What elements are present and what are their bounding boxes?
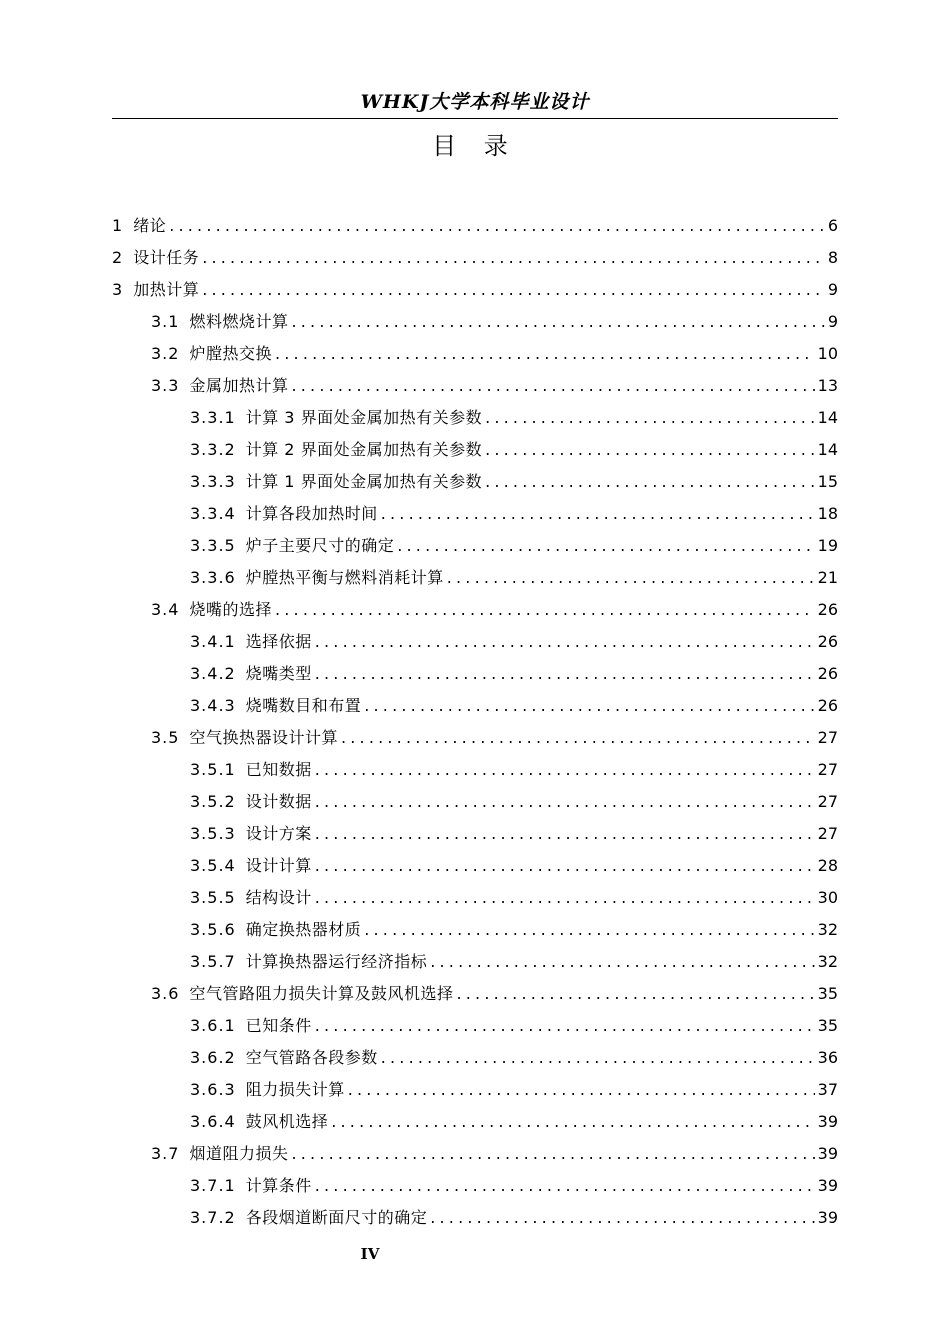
toc-entry-title: 计算换热器运行经济指标	[245, 952, 428, 971]
toc-entry[interactable]	[112, 338, 838, 370]
toc-entry[interactable]	[112, 498, 838, 530]
toc-entry-title: 设计计算	[245, 856, 312, 875]
toc-entry-title: 绪论	[133, 216, 167, 235]
toc-entry[interactable]	[112, 1074, 838, 1106]
toc-entry-page: 10	[817, 344, 838, 363]
toc-entry-title: 设计任务	[133, 248, 200, 267]
toc-entry-page: 6	[827, 216, 838, 235]
toc-dot-leader	[348, 1074, 815, 1106]
toc-entry-number: 3.3.5	[190, 536, 236, 555]
toc-entry-number: 3.6	[151, 984, 180, 1003]
toc-entry-page: 30	[817, 888, 838, 907]
toc-entry[interactable]	[112, 1042, 838, 1074]
toc-entry-page: 15	[817, 472, 838, 491]
toc-entry[interactable]	[112, 1010, 838, 1042]
toc-entry[interactable]	[112, 594, 838, 626]
toc-entry-number: 3.4.2	[190, 664, 236, 683]
toc-dot-leader	[485, 402, 815, 434]
toc-entry-number: 3.3.1	[190, 408, 236, 427]
toc-dot-leader	[331, 1106, 814, 1138]
toc-dot-leader	[169, 210, 825, 242]
toc-entry[interactable]	[112, 818, 838, 850]
toc-entry-title: 烧嘴的选择	[189, 600, 272, 619]
toc-entry-number: 3.4.1	[190, 632, 236, 651]
toc-entry-page: 14	[817, 440, 838, 459]
toc-entry-title: 烧嘴数目和布置	[245, 696, 362, 715]
page-title: 目 录	[432, 132, 518, 160]
toc-dot-leader	[315, 754, 815, 786]
toc-entry-number: 3.4.3	[190, 696, 236, 715]
toc-entry-title: 计算各段加热时间	[245, 504, 378, 523]
toc-entry-title: 炉膛热平衡与燃料消耗计算	[245, 568, 444, 587]
toc-entry-title: 加热计算	[133, 280, 200, 299]
toc-entry-page: 19	[817, 536, 838, 555]
toc-entry[interactable]	[112, 1106, 838, 1138]
toc-entry[interactable]	[112, 466, 838, 498]
toc-entry-number: 3.7.2	[190, 1208, 236, 1227]
toc-entry-number: 3.3.3	[190, 472, 236, 491]
toc-entry-page: 28	[817, 856, 838, 875]
toc-entry-page: 32	[817, 920, 838, 939]
toc-entry-title: 烟道阻力损失	[189, 1144, 289, 1163]
toc-entry[interactable]	[112, 690, 838, 722]
toc-dot-leader	[485, 434, 815, 466]
toc-entry-number: 2	[112, 248, 124, 267]
toc-entry-title: 炉子主要尺寸的确定	[245, 536, 395, 555]
toc-entry-number: 3.5.1	[190, 760, 236, 779]
toc-entry[interactable]	[112, 786, 838, 818]
toc-entry-page: 39	[817, 1112, 838, 1131]
toc-entry-page: 26	[817, 600, 838, 619]
toc-entry-title: 选择依据	[245, 632, 312, 651]
toc-entry-number: 3.7	[151, 1144, 180, 1163]
toc-entry-title: 计算 3 界面处金属加热有关参数	[245, 408, 483, 427]
toc-entry-title: 金属加热计算	[189, 376, 289, 395]
toc-entry-page: 14	[817, 408, 838, 427]
toc-entry-number: 3	[112, 280, 124, 299]
toc-entry-title: 计算条件	[245, 1176, 312, 1195]
toc-entry-number: 3.6.4	[190, 1112, 236, 1131]
toc-entry[interactable]	[112, 370, 838, 402]
toc-entry-page: 27	[817, 728, 838, 747]
toc-entry-page: 32	[817, 952, 838, 971]
toc-entry-title: 鼓风机选择	[245, 1112, 329, 1131]
toc-dot-leader	[315, 626, 815, 658]
toc-entry[interactable]	[112, 882, 838, 914]
toc-dot-leader	[315, 658, 815, 690]
toc-entry-page: 9	[827, 312, 838, 331]
toc-entry-number: 3.3	[151, 376, 180, 395]
toc-entry[interactable]	[112, 210, 838, 242]
toc-dot-leader	[456, 978, 814, 1010]
toc-entry-title: 已知数据	[245, 760, 312, 779]
page-header	[112, 88, 838, 119]
toc-entry-title: 空气管路各段参数	[245, 1048, 378, 1067]
header-title: WHKJ大学本科毕业设计	[360, 91, 590, 113]
toc-entry-number: 3.3.6	[190, 568, 236, 587]
toc-entry-page: 39	[817, 1208, 838, 1227]
table-of-contents	[112, 210, 838, 1234]
toc-dot-leader	[275, 594, 815, 626]
toc-entry[interactable]	[112, 914, 838, 946]
toc-entry-number: 3.3.2	[190, 440, 236, 459]
toc-entry[interactable]	[112, 242, 838, 274]
toc-entry[interactable]	[112, 530, 838, 562]
toc-dot-leader	[291, 1138, 814, 1170]
toc-dot-leader	[202, 242, 825, 274]
toc-entry-title: 计算 2 界面处金属加热有关参数	[245, 440, 483, 459]
toc-entry-number: 3.3.4	[190, 504, 236, 523]
toc-entry-title: 设计数据	[245, 792, 312, 811]
toc-entry-title: 各段烟道断面尺寸的确定	[245, 1208, 428, 1227]
toc-entry[interactable]	[112, 306, 838, 338]
toc-entry-page: 27	[817, 760, 838, 779]
toc-entry[interactable]	[112, 946, 838, 978]
toc-entry-page: 27	[817, 824, 838, 843]
toc-entry-page: 13	[817, 376, 838, 395]
toc-dot-leader	[291, 370, 814, 402]
toc-dot-leader	[202, 274, 825, 306]
toc-entry-number: 3.7.1	[190, 1176, 236, 1195]
toc-dot-leader	[315, 882, 815, 914]
toc-entry-number: 3.5.4	[190, 856, 236, 875]
toc-entry[interactable]	[112, 754, 838, 786]
toc-entry-number: 3.5.3	[190, 824, 236, 843]
toc-entry-title: 空气管路阻力损失计算及鼓风机选择	[189, 984, 454, 1003]
toc-entry-number: 3.5.2	[190, 792, 236, 811]
toc-entry-page: 35	[817, 1016, 838, 1035]
toc-entry-page: 26	[817, 696, 838, 715]
toc-entry-page: 36	[817, 1048, 838, 1067]
toc-entry-number: 3.5	[151, 728, 180, 747]
toc-entry-number: 3.6.3	[190, 1080, 236, 1099]
toc-entry[interactable]	[112, 562, 838, 594]
toc-entry[interactable]	[112, 274, 838, 306]
toc-entry[interactable]	[112, 850, 838, 882]
toc-dot-leader	[485, 466, 815, 498]
toc-dot-leader	[315, 850, 815, 882]
toc-entry-number: 3.5.7	[190, 952, 236, 971]
toc-dot-leader	[447, 562, 815, 594]
toc-entry-page: 26	[817, 664, 838, 683]
toc-dot-leader	[364, 690, 814, 722]
toc-dot-leader	[315, 818, 815, 850]
toc-entry-number: 3.4	[151, 600, 180, 619]
toc-entry[interactable]	[112, 1202, 838, 1234]
toc-dot-leader	[364, 914, 814, 946]
toc-entry[interactable]	[112, 626, 838, 658]
toc-entry-page: 37	[817, 1080, 838, 1099]
toc-entry-page: 39	[817, 1176, 838, 1195]
toc-dot-leader	[381, 1042, 815, 1074]
toc-entry[interactable]	[112, 402, 838, 434]
toc-dot-leader	[315, 1170, 815, 1202]
toc-entry-title: 烧嘴类型	[245, 664, 312, 683]
toc-entry-number: 3.6.1	[190, 1016, 236, 1035]
page-number: IV	[360, 1245, 380, 1263]
toc-entry-title: 已知条件	[245, 1016, 312, 1035]
toc-dot-leader	[381, 498, 815, 530]
toc-entry[interactable]	[112, 658, 838, 690]
toc-entry-number: 3.5.6	[190, 920, 236, 939]
toc-dot-leader	[315, 786, 815, 818]
toc-entry-page: 27	[817, 792, 838, 811]
toc-dot-leader	[341, 722, 815, 754]
toc-entry-page: 9	[827, 280, 838, 299]
toc-entry-title: 设计方案	[245, 824, 312, 843]
toc-dot-leader	[275, 338, 815, 370]
toc-entry-title: 阻力损失计算	[245, 1080, 345, 1099]
toc-entry[interactable]	[112, 722, 838, 754]
toc-entry[interactable]	[112, 1138, 838, 1170]
toc-entry-number: 3.1	[151, 312, 180, 331]
toc-entry-title: 计算 1 界面处金属加热有关参数	[245, 472, 483, 491]
toc-entry[interactable]	[112, 1170, 838, 1202]
toc-entry-title: 结构设计	[245, 888, 312, 907]
toc-dot-leader	[315, 1010, 815, 1042]
toc-entry-page: 21	[817, 568, 838, 587]
toc-entry-page: 39	[817, 1144, 838, 1163]
toc-entry-title: 燃料燃烧计算	[189, 312, 289, 331]
toc-dot-leader	[430, 1202, 814, 1234]
toc-entry-page: 26	[817, 632, 838, 651]
toc-entry-number: 3.2	[151, 344, 180, 363]
toc-dot-leader	[430, 946, 814, 978]
toc-dot-leader	[397, 530, 814, 562]
toc-entry-title: 空气换热器设计计算	[189, 728, 338, 747]
toc-entry[interactable]	[112, 434, 838, 466]
toc-entry[interactable]	[112, 978, 838, 1010]
toc-entry-page: 35	[817, 984, 838, 1003]
toc-entry-number: 1	[112, 216, 124, 235]
toc-dot-leader	[291, 306, 824, 338]
toc-entry-number: 3.6.2	[190, 1048, 236, 1067]
toc-entry-page: 8	[827, 248, 838, 267]
toc-entry-number: 3.5.5	[190, 888, 236, 907]
toc-entry-title: 炉膛热交换	[189, 344, 272, 363]
toc-entry-page: 18	[817, 504, 838, 523]
toc-entry-title: 确定换热器材质	[245, 920, 362, 939]
